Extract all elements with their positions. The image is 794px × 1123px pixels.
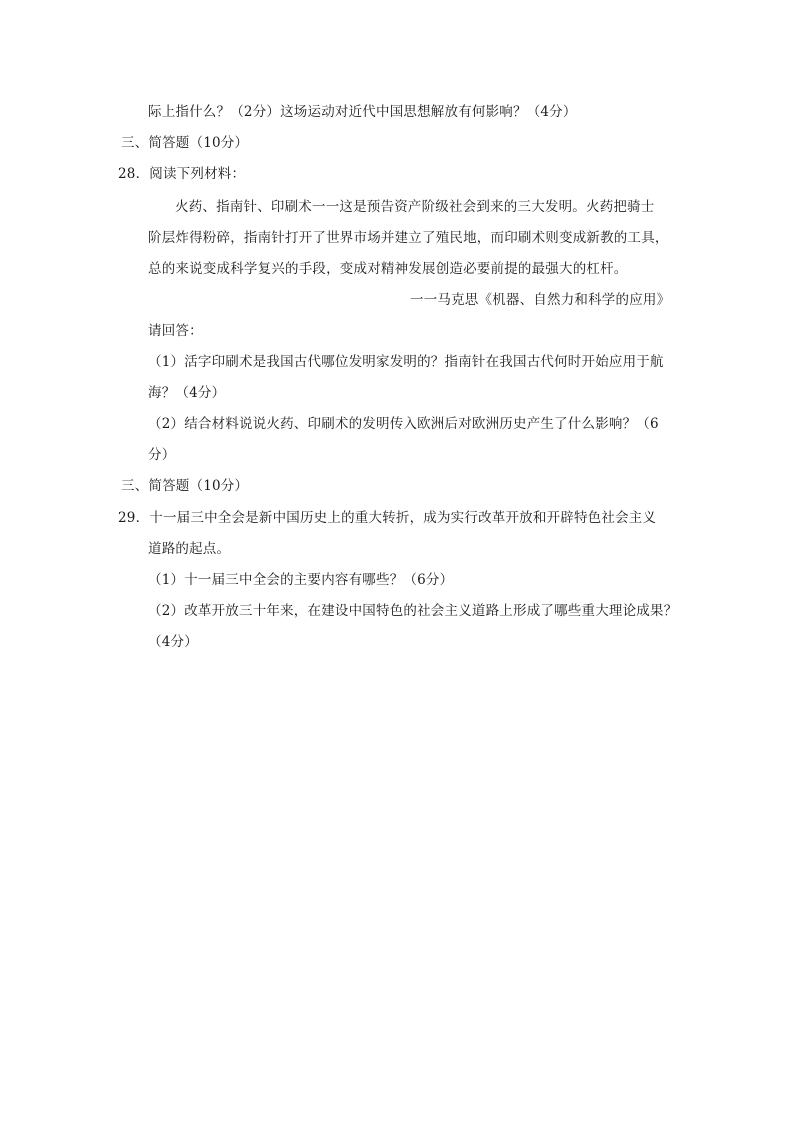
q28-subquestion-1-cont: 海？（4分） <box>148 385 226 401</box>
q28-material-line-2: 阶层炸得粉碎，指南针打开了世界市场并建立了殖民地，而印刷术则变成新教的工具， <box>148 230 669 246</box>
q28-material-line-1: 火药、指南针、印刷术一一这是预告资产阶级社会到来的三大发明。火药把骑士 <box>175 199 655 215</box>
q28-material-line-3: 总的来说变成科学复兴的手段，变成对精神发展创造必要前提的最强大的杠杆。 <box>148 261 628 277</box>
q29-subquestion-2: （2）改革开放三十年来，在建设中国特色的社会主义道路上形成了哪些重大理论成果？ <box>148 603 678 619</box>
q28-subquestion-2: （2）结合材料说说火药、印刷术的发明传入欧洲后对欧洲历史产生了什么影响？（6 <box>148 416 659 432</box>
q28-subquestion-1: （1）活字印刷术是我国古代哪位发明家发明的？指南针在我国古代何时开始应用于航 <box>148 354 664 370</box>
q28-material-source: 一一马克思《机器、自然力和科学的应用》 <box>410 292 671 308</box>
q29-heading-cont: 道路的起点。 <box>148 541 231 557</box>
q28-subquestion-2-cont: 分） <box>148 447 176 463</box>
q29-subquestion-1: （1）十一届三中全会的主要内容有哪些？（6分） <box>148 572 454 588</box>
q28-heading: 28．阅读下列材料： <box>118 166 246 182</box>
q29-heading: 29．十一届三中全会是新中国历史上的重大转折，成为实行改革开放和开辟特色社会主义 <box>118 510 657 526</box>
section-heading-short-answer: 三、简答题（10分） <box>121 135 249 151</box>
q27-continuation: 际上指什么？（2分）这场运动对近代中国思想解放有何影响？（4分） <box>148 104 577 120</box>
section-heading-short-answer-2: 三、简答题（10分） <box>121 478 249 494</box>
q29-subquestion-2-cont: （4分） <box>148 634 198 650</box>
q28-prompt: 请回答： <box>148 323 203 339</box>
